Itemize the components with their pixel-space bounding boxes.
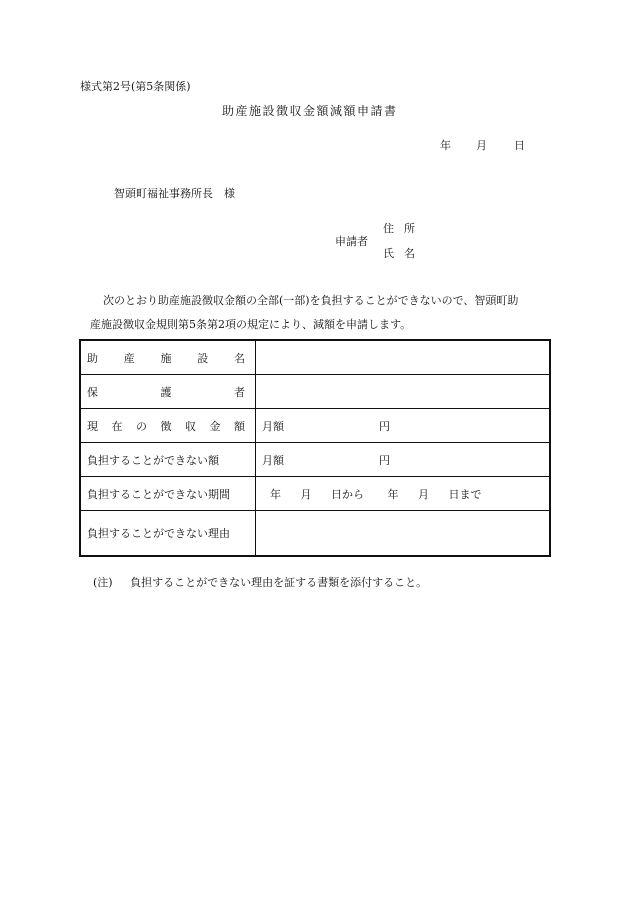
date-month: 月 (476, 139, 487, 152)
table-row (80, 340, 550, 375)
table-row (80, 511, 550, 557)
address-label: 住所 (383, 222, 425, 235)
facility-name-field[interactable] (256, 340, 551, 375)
row-label-current-amount: 現 在 の 徴 収 金 額 (80, 409, 256, 443)
application-table (79, 339, 551, 557)
note-text: 負担することができない理由を証する書類を添付すること。 (130, 576, 428, 589)
form-number-label: 様式第2号(第5条関係) (80, 80, 191, 93)
monthly-label: 月額 (262, 453, 284, 467)
body-paragraph (90, 289, 560, 337)
table-row (80, 477, 550, 511)
table-row (80, 375, 550, 409)
row-label-guardian: 保 護 者 (80, 375, 256, 409)
row-label-unpayable-period: 負担することができない期間 (80, 477, 256, 511)
date-year: 年 (440, 139, 451, 152)
row-label-unpayable-amount: 負担することができない額 (80, 443, 256, 477)
unpayable-reason-field[interactable] (256, 511, 551, 557)
monthly-label: 月額 (262, 419, 284, 433)
table-row (80, 409, 550, 443)
unpayable-period-field[interactable]: 年 月 日から 年 月 日まで (256, 477, 551, 511)
guardian-field[interactable] (256, 375, 551, 409)
body-line-2: 産施設徴収金規則第5条第2項の規定により、減額を申請します。 (90, 318, 412, 331)
document-title: 助産施設徴収金額減額申請書 (222, 104, 398, 118)
addressee: 智頭町福祉事務所長 様 (114, 187, 235, 200)
yen-unit: 円 (379, 453, 390, 467)
date-day: 日 (514, 139, 525, 152)
date-line (440, 137, 525, 153)
yen-unit: 円 (379, 419, 390, 433)
row-label-facility: 助 産 施 設 名 (80, 340, 256, 375)
applicant-label: 申請者 (335, 235, 368, 248)
row-label-unpayable-reason: 負担することができない理由 (80, 511, 256, 557)
current-amount-field[interactable] (256, 409, 551, 443)
note-mark: (注) (93, 576, 113, 589)
applicant-block (335, 220, 475, 260)
table-row (80, 443, 550, 477)
note (93, 574, 427, 590)
body-line-1: 次のとおり助産施設徴収金額の全部(一部)を負担することができないので、智頭町助 (103, 294, 519, 307)
name-label: 氏名 (383, 247, 425, 260)
unpayable-amount-field[interactable] (256, 443, 551, 477)
